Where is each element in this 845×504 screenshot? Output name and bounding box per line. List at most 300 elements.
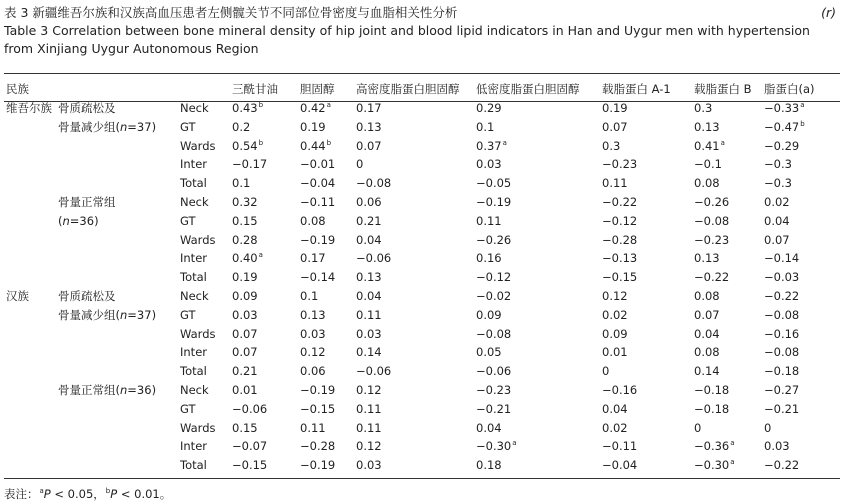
correlation-value: 0 — [694, 420, 702, 435]
value-cell — [354, 343, 474, 362]
value-cell — [474, 249, 600, 268]
value-cell — [298, 193, 354, 212]
value-cell — [230, 381, 298, 400]
ethnicity-cell — [4, 325, 56, 344]
value-cell — [762, 437, 840, 456]
correlation-value: −0.06 — [356, 251, 392, 266]
correlation-value: 0.03 — [764, 439, 790, 454]
correlation-value: 0.3 — [602, 138, 621, 153]
correlation-value: 0.03 — [300, 326, 326, 341]
value-cell — [762, 174, 840, 193]
ethnicity-cell — [4, 137, 56, 156]
value-cell — [230, 193, 298, 212]
correlation-value: −0.16 — [602, 382, 638, 397]
table-row — [4, 99, 840, 118]
correlation-value: 0.07 — [232, 326, 258, 341]
header-apoa1: 载脂蛋白 A-1 — [602, 82, 671, 96]
header-row — [4, 80, 840, 99]
site-cell: GT — [180, 401, 196, 416]
correlation-value: 0.11 — [602, 176, 628, 191]
site-cell: Inter — [180, 157, 207, 172]
value-cell — [474, 155, 600, 174]
value-cell — [230, 231, 298, 250]
correlation-value: 0.07 — [356, 138, 382, 153]
value-cell — [692, 325, 762, 344]
correlation-value: −0.06 — [356, 364, 392, 379]
correlation-value: −0.08 — [764, 345, 800, 360]
value-cell — [474, 362, 600, 381]
correlation-value: −0.18 — [694, 382, 730, 397]
correlation-value: −0.07 — [232, 439, 268, 454]
correlation-value: −0.22 — [694, 270, 730, 285]
value-cell — [600, 362, 692, 381]
group-cell: 骨量减少组(n=37) — [58, 119, 157, 134]
table-row — [4, 287, 840, 306]
footnote-label: 表注： — [4, 487, 39, 501]
site-cell: Neck — [180, 382, 209, 397]
correlation-value: 0.02 — [764, 194, 790, 209]
ethnicity-cell — [4, 174, 56, 193]
value-cell — [692, 137, 762, 156]
value-cell — [600, 268, 692, 287]
ethnicity-cell — [4, 193, 56, 212]
correlation-value: 0.03 — [476, 157, 502, 172]
value-cell — [474, 437, 600, 456]
table-row — [4, 400, 840, 419]
value-cell — [692, 400, 762, 419]
value-cell — [692, 381, 762, 400]
value-cell — [354, 362, 474, 381]
correlation-value: 0.1 — [232, 176, 251, 191]
value-cell — [230, 437, 298, 456]
ethnicity-cell: 汉族 — [6, 288, 29, 303]
ethnicity-cell — [4, 118, 56, 137]
group-cell: 骨量减少组(n=37) — [58, 307, 157, 322]
site-cell: Wards — [180, 326, 216, 341]
value-cell — [354, 155, 474, 174]
value-cell — [762, 193, 840, 212]
site-cell: Neck — [180, 194, 209, 209]
correlation-value: 0 — [602, 364, 610, 379]
site-cell: GT — [180, 119, 196, 134]
correlation-value: 0.04 — [356, 232, 382, 247]
correlation-value: 0.03 — [356, 458, 382, 473]
value-cell — [692, 268, 762, 287]
ethnicity-cell — [4, 343, 56, 362]
correlation-value: 0.12 — [602, 288, 628, 303]
ethnicity-cell — [4, 306, 56, 325]
significance-mark: a — [800, 101, 805, 109]
value-cell — [298, 137, 354, 156]
value-cell — [762, 381, 840, 400]
correlation-value: −0.22 — [764, 288, 800, 303]
value-cell — [692, 99, 762, 118]
correlation-value: −0.21 — [476, 401, 512, 416]
value-cell — [230, 287, 298, 306]
site-cell: Neck — [180, 288, 209, 303]
value-cell — [474, 325, 600, 344]
correlation-value: 0.15 — [232, 213, 258, 228]
table-row — [4, 249, 840, 268]
correlation-value: 0.19 — [232, 270, 258, 285]
correlation-value: 0.05 — [476, 345, 502, 360]
correlation-value: 0.01 — [602, 345, 628, 360]
correlation-value: 0.16 — [476, 251, 502, 266]
correlation-value: 0.12 — [300, 345, 326, 360]
correlation-value: 0.28 — [232, 232, 258, 247]
correlation-value: −0.23 — [476, 382, 512, 397]
correlation-value: −0.15 — [300, 401, 336, 416]
correlation-value: −0.14 — [300, 270, 336, 285]
correlation-value: 0.14 — [356, 345, 382, 360]
correlation-table — [4, 80, 840, 475]
correlation-value: −0.08 — [476, 326, 512, 341]
value-cell — [298, 174, 354, 193]
correlation-value: −0.04 — [300, 176, 336, 191]
top-rule — [4, 73, 840, 74]
correlation-value: 0.08 — [694, 176, 720, 191]
correlation-value: 0.04 — [602, 401, 628, 416]
value-cell — [354, 99, 474, 118]
ethnicity-cell — [4, 400, 56, 419]
header-lpa: 脂蛋白(a) — [764, 82, 815, 96]
value-cell — [600, 99, 692, 118]
value-cell — [762, 343, 840, 362]
value-cell — [692, 343, 762, 362]
significance-mark: a — [720, 138, 725, 147]
value-cell — [298, 212, 354, 231]
header-ldl: 低密度脂蛋白胆固醇 — [476, 82, 580, 96]
correlation-value: −0.33 — [764, 101, 800, 115]
correlation-value: −0.30 — [476, 439, 512, 454]
value-cell — [354, 231, 474, 250]
correlation-value: 0.21 — [356, 213, 382, 228]
correlation-value: 0.04 — [764, 213, 790, 228]
correlation-value: −0.16 — [764, 326, 800, 341]
value-cell — [298, 306, 354, 325]
value-cell — [600, 419, 692, 438]
correlation-value: 0.07 — [764, 232, 790, 247]
value-cell — [600, 137, 692, 156]
correlation-value: −0.04 — [602, 458, 638, 473]
value-cell — [230, 400, 298, 419]
correlation-value: −0.12 — [602, 213, 638, 228]
value-cell — [354, 419, 474, 438]
correlation-value: −0.28 — [300, 439, 336, 454]
correlation-value: 0.06 — [356, 194, 382, 209]
correlation-value: 0.11 — [476, 213, 502, 228]
correlation-value: 0.03 — [232, 307, 258, 322]
value-cell — [762, 419, 840, 438]
value-cell — [298, 155, 354, 174]
correlation-value: 0 — [356, 157, 364, 172]
value-cell — [600, 212, 692, 231]
site-cell: Wards — [180, 232, 216, 247]
correlation-value: 0.11 — [356, 420, 382, 435]
correlation-value: 0.07 — [602, 119, 628, 134]
header-group — [56, 80, 178, 99]
group-cell — [56, 325, 178, 344]
correlation-value: −0.02 — [476, 288, 512, 303]
site-cell: Total — [180, 364, 207, 379]
correlation-value: −0.28 — [602, 232, 638, 247]
value-cell — [354, 193, 474, 212]
correlation-value: −0.01 — [300, 157, 336, 172]
correlation-value: 0.08 — [694, 345, 720, 360]
table-row — [4, 456, 840, 475]
footnote-a-text: P < 0.05， — [43, 487, 105, 501]
footnote-b-mark: b — [105, 487, 111, 495]
value-cell — [474, 343, 600, 362]
value-cell — [600, 343, 692, 362]
correlation-value: 0.08 — [300, 213, 326, 228]
correlation-value: 0.44 — [300, 138, 326, 153]
value-cell — [230, 212, 298, 231]
value-cell — [230, 118, 298, 137]
ethnicity-cell — [4, 249, 56, 268]
value-cell — [354, 174, 474, 193]
value-cell — [692, 231, 762, 250]
correlation-value: 0.11 — [356, 401, 382, 416]
site-cell: Total — [180, 458, 207, 473]
table-row — [4, 212, 840, 231]
site-cell: Neck — [180, 101, 209, 115]
group-cell — [56, 174, 178, 193]
group-cell — [56, 456, 178, 475]
value-cell — [474, 381, 600, 400]
value-cell — [354, 212, 474, 231]
group-cell — [56, 400, 178, 419]
significance-mark: a — [730, 458, 735, 467]
correlation-value: −0.3 — [764, 157, 792, 172]
correlation-value: 0.2 — [232, 119, 251, 134]
correlation-value: 0.13 — [300, 307, 326, 322]
correlation-value: 0.04 — [356, 288, 382, 303]
site-cell: Wards — [180, 420, 216, 435]
value-cell — [474, 99, 600, 118]
value-cell — [692, 193, 762, 212]
value-cell — [474, 193, 600, 212]
correlation-value: −0.15 — [232, 458, 268, 473]
value-cell — [354, 249, 474, 268]
value-cell — [354, 118, 474, 137]
group-cell — [56, 231, 178, 250]
site-cell: GT — [180, 213, 196, 228]
value-cell — [298, 419, 354, 438]
correlation-value: −0.18 — [694, 401, 730, 416]
correlation-value: −0.21 — [764, 401, 800, 416]
header-ethnicity: 民族 — [6, 82, 29, 96]
correlation-value: 0 — [764, 420, 772, 435]
group-cell: 骨质疏松及 — [58, 101, 116, 115]
value-cell — [298, 437, 354, 456]
group-cell — [56, 249, 178, 268]
site-cell: Inter — [180, 251, 207, 266]
correlation-value: 0.13 — [356, 270, 382, 285]
table-row — [4, 155, 840, 174]
value-cell — [762, 362, 840, 381]
ethnicity-cell — [4, 231, 56, 250]
table-row — [4, 381, 840, 400]
correlation-value: −0.47 — [764, 119, 800, 134]
table-row — [4, 118, 840, 137]
table-row — [4, 362, 840, 381]
value-cell — [474, 118, 600, 137]
value-cell — [762, 249, 840, 268]
bottom-rule — [4, 478, 840, 479]
significance-mark: b — [326, 138, 332, 147]
correlation-value: −0.05 — [476, 176, 512, 191]
value-cell — [230, 155, 298, 174]
ethnicity-cell — [4, 456, 56, 475]
correlation-value: −0.19 — [300, 458, 336, 473]
correlation-value: 0.12 — [356, 439, 382, 454]
table-row — [4, 268, 840, 287]
correlation-value: −0.3 — [764, 176, 792, 191]
value-cell — [762, 137, 840, 156]
correlation-value: 0.40 — [232, 251, 258, 266]
header-apob: 载脂蛋白 B — [694, 82, 752, 96]
correlation-value: 0.08 — [694, 288, 720, 303]
value-cell — [474, 231, 600, 250]
value-cell — [692, 212, 762, 231]
correlation-value: 0.14 — [694, 364, 720, 379]
correlation-value: 0.54 — [232, 138, 258, 153]
table-row — [4, 419, 840, 438]
correlation-value: 0.41 — [694, 138, 720, 153]
value-cell — [692, 437, 762, 456]
correlation-value: 0.11 — [356, 307, 382, 322]
correlation-value: −0.30 — [694, 458, 730, 473]
value-cell — [474, 137, 600, 156]
header-site — [178, 80, 230, 99]
table-title-chinese: 表 3 新疆维吾尔族和汉族高血压患者左侧髋关节不同部位骨密度与血脂相关性分析 — [4, 5, 458, 20]
value-cell — [354, 381, 474, 400]
site-cell: Total — [180, 176, 207, 191]
value-cell — [230, 268, 298, 287]
value-cell — [600, 306, 692, 325]
correlation-value: 0.3 — [694, 101, 713, 115]
correlation-value: −0.06 — [476, 364, 512, 379]
correlation-value: 0.02 — [602, 420, 628, 435]
correlation-value: 0.13 — [694, 119, 720, 134]
value-cell — [298, 268, 354, 287]
table-unit: (r) — [821, 5, 836, 20]
value-cell — [474, 456, 600, 475]
value-cell — [692, 306, 762, 325]
correlation-value: 0.1 — [476, 119, 495, 134]
correlation-value: −0.29 — [764, 138, 800, 153]
table-title-english: Table 3 Correlation between bone mineral density of hip joint and blood lipid indicators in Han and Uygur men with hypertension from Xinjiang Uygur Autonomous Region — [4, 23, 810, 56]
value-cell — [600, 381, 692, 400]
correlation-value: 0.43 — [232, 101, 258, 115]
value-cell — [298, 325, 354, 344]
site-cell: Total — [180, 270, 207, 285]
correlation-value: 0.18 — [476, 458, 502, 473]
value-cell — [230, 456, 298, 475]
correlation-value: 0.07 — [694, 307, 720, 322]
ethnicity-cell — [4, 419, 56, 438]
value-cell — [762, 99, 840, 118]
value-cell — [354, 306, 474, 325]
value-cell — [474, 306, 600, 325]
site-cell: Inter — [180, 439, 207, 454]
value-cell — [762, 400, 840, 419]
value-cell — [230, 137, 298, 156]
correlation-value: −0.19 — [300, 382, 336, 397]
correlation-value: 0.03 — [356, 326, 382, 341]
value-cell — [298, 362, 354, 381]
correlation-value: 0.19 — [300, 119, 326, 134]
correlation-value: 0.11 — [300, 420, 326, 435]
value-cell — [230, 419, 298, 438]
value-cell — [298, 287, 354, 306]
value-cell — [474, 419, 600, 438]
correlation-value: −0.19 — [476, 194, 512, 209]
value-cell — [600, 287, 692, 306]
value-cell — [600, 325, 692, 344]
correlation-value: −0.26 — [694, 194, 730, 209]
value-cell — [474, 400, 600, 419]
correlation-value: −0.23 — [602, 157, 638, 172]
table-row — [4, 137, 840, 156]
correlation-value: −0.22 — [764, 458, 800, 473]
correlation-value: 0.32 — [232, 194, 258, 209]
correlation-value: −0.08 — [764, 307, 800, 322]
header-triglyceride: 三酰甘油 — [232, 82, 278, 96]
value-cell — [474, 287, 600, 306]
value-cell — [298, 99, 354, 118]
correlation-value: 0.15 — [232, 420, 258, 435]
ethnicity-cell — [4, 381, 56, 400]
value-cell — [600, 118, 692, 137]
correlation-value: 0.09 — [232, 288, 258, 303]
value-cell — [298, 249, 354, 268]
correlation-value: −0.06 — [232, 401, 268, 416]
value-cell — [600, 174, 692, 193]
value-cell — [600, 437, 692, 456]
value-cell — [230, 306, 298, 325]
table-row — [4, 343, 840, 362]
value-cell — [354, 325, 474, 344]
group-cell — [56, 437, 178, 456]
value-cell — [298, 381, 354, 400]
site-cell: Inter — [180, 345, 207, 360]
value-cell — [692, 118, 762, 137]
correlation-value: 0.17 — [300, 251, 326, 266]
correlation-value: 0.42 — [300, 101, 326, 115]
correlation-value: 0.19 — [602, 101, 628, 115]
correlation-value: −0.17 — [232, 157, 268, 172]
correlation-value: −0.08 — [356, 176, 392, 191]
value-cell — [298, 456, 354, 475]
correlation-value: 0.13 — [694, 251, 720, 266]
ethnicity-cell — [4, 212, 56, 231]
value-cell — [474, 174, 600, 193]
ethnicity-cell — [4, 155, 56, 174]
value-cell — [762, 268, 840, 287]
ethnicity-cell: 维吾尔族 — [6, 101, 52, 115]
correlation-value: −0.1 — [694, 157, 722, 172]
value-cell — [762, 212, 840, 231]
value-cell — [762, 306, 840, 325]
group-cell: 骨量正常组(n=36) — [58, 382, 157, 397]
value-cell — [298, 231, 354, 250]
correlation-value: −0.03 — [764, 270, 800, 285]
significance-mark: a — [326, 101, 331, 109]
table-row — [4, 231, 840, 250]
table-row — [4, 174, 840, 193]
